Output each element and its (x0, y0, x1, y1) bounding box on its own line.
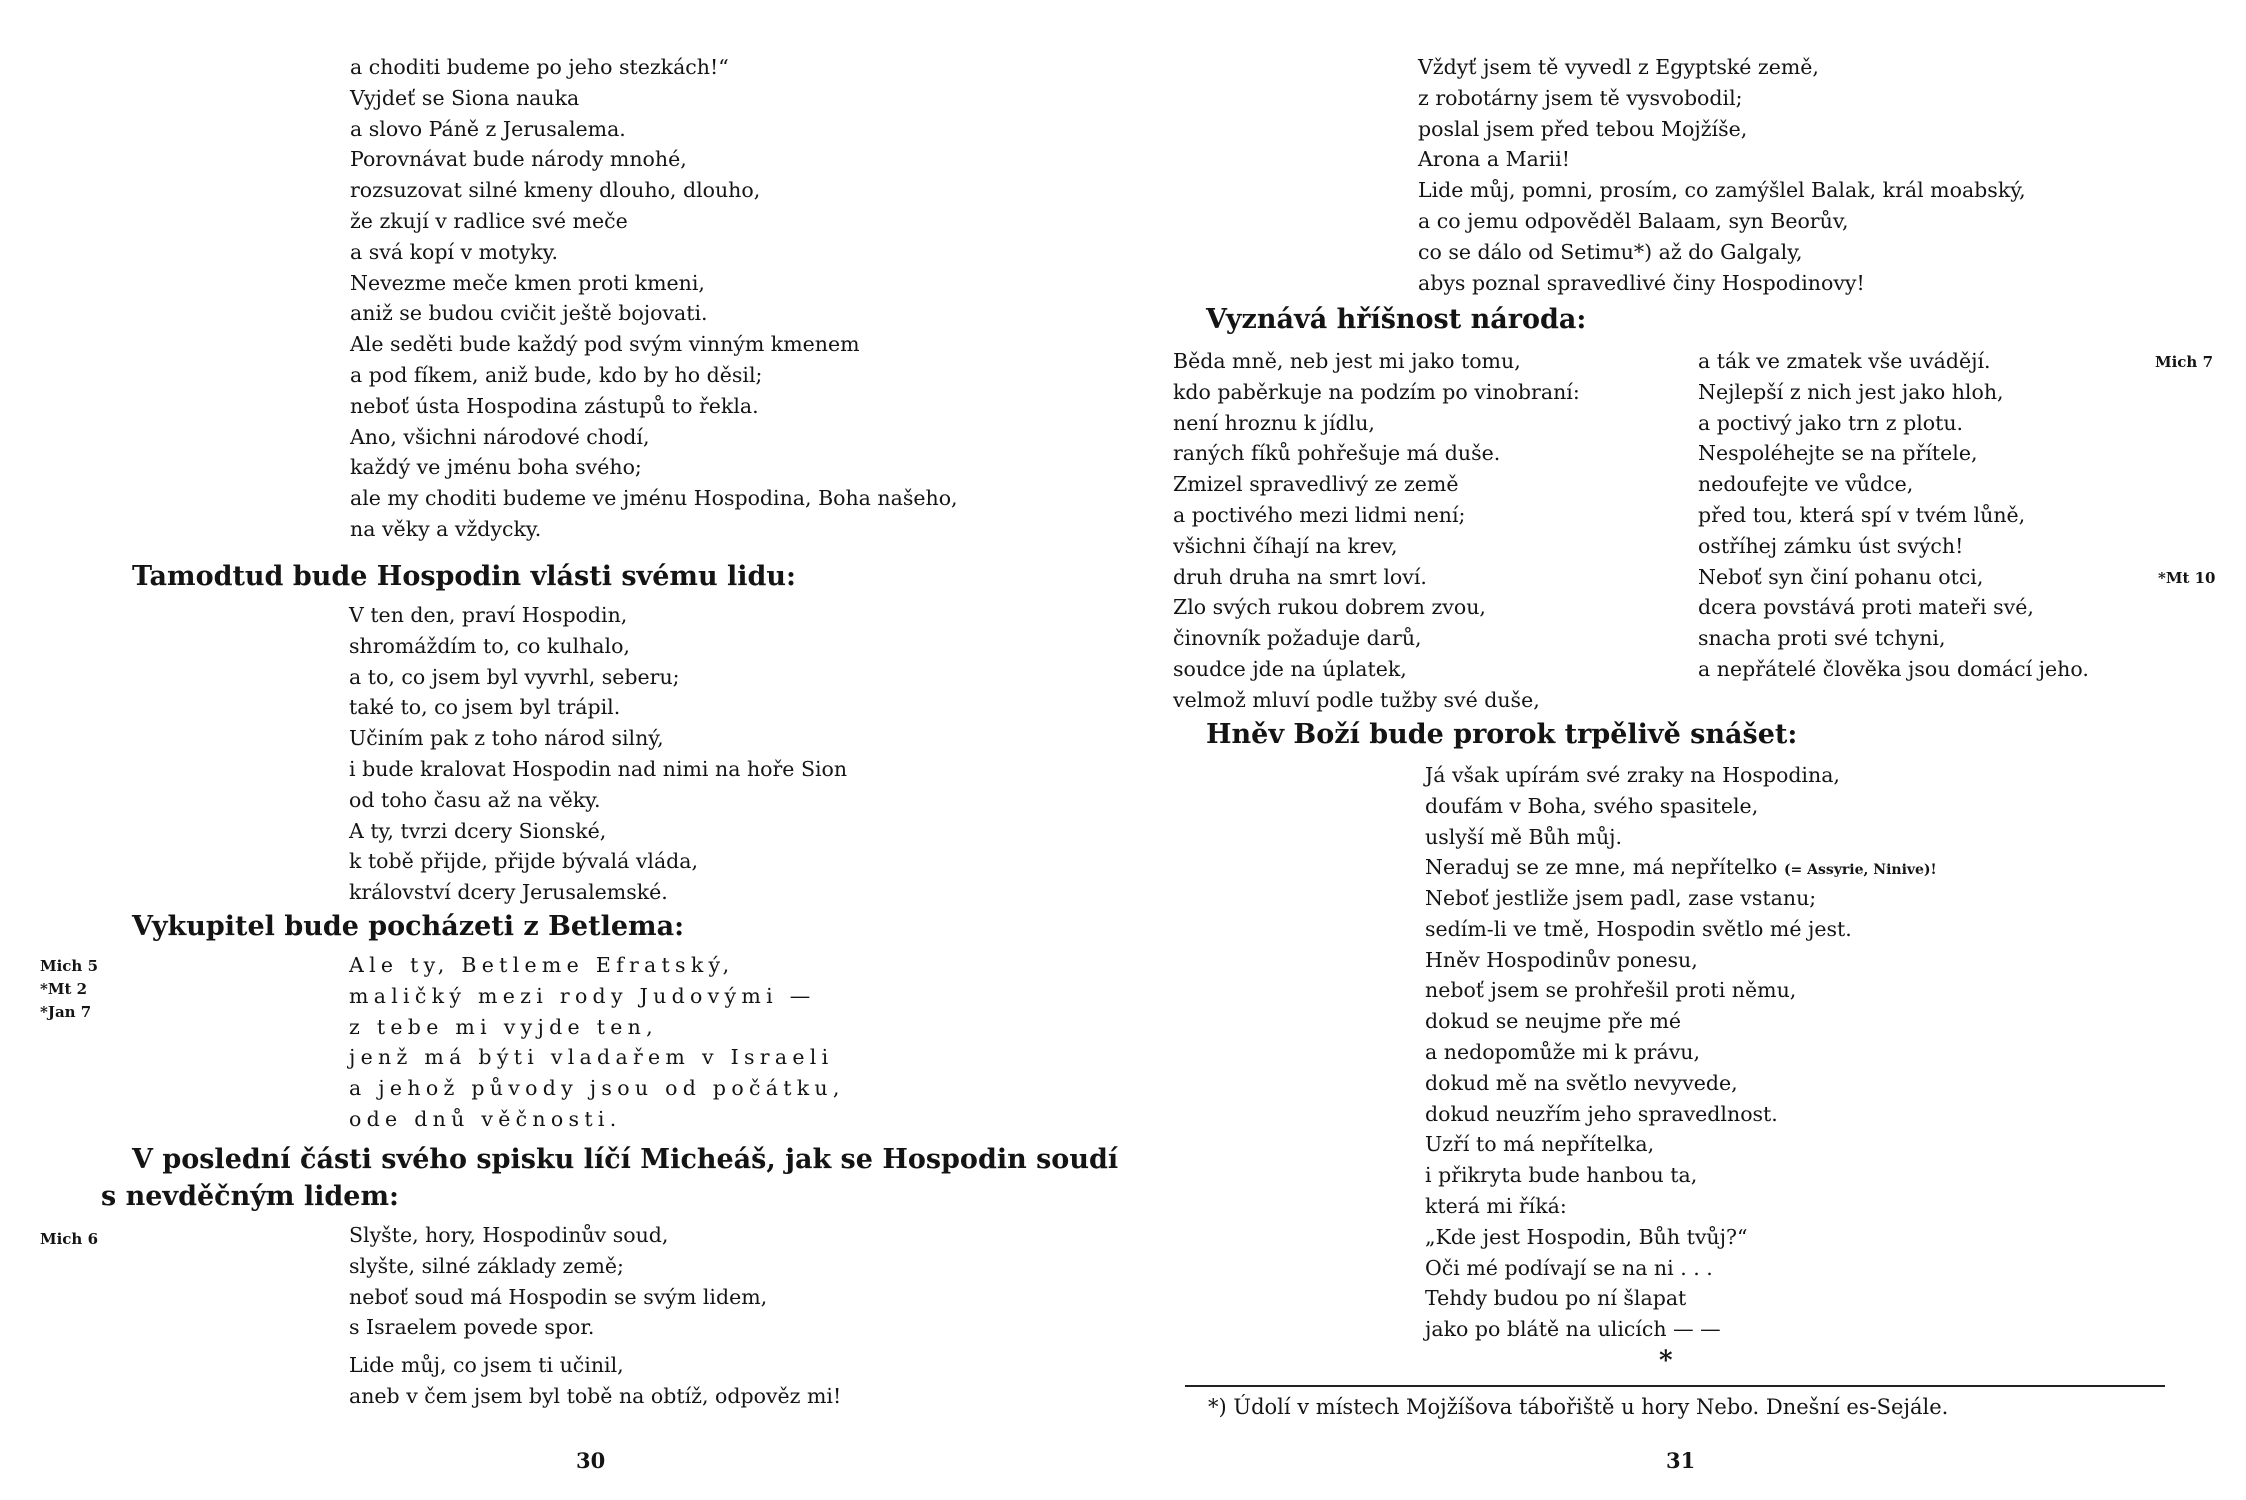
verse-line: a poctivý jako trn z plotu. (1698, 410, 1964, 435)
verse-line: rozsuzovat silné kmeny dlouho, dlouho, (350, 178, 761, 203)
verse-line: také to, co jsem byl trápil. (349, 695, 621, 720)
verse-line: a jehož původy jsou od počátku, (349, 1076, 845, 1101)
verse-line: Hněv Hospodinův ponesu, (1425, 947, 1698, 972)
verse-line: abys poznal spravedlivé činy Hospodinovy! (1418, 270, 1865, 295)
verse-line: neboť ústa Hospodina zástupů to řekla. (350, 393, 759, 418)
verse-line: Učiním pak z toho národ silný, (349, 726, 664, 751)
verse-line: a poctivého mezi lidmi není; (1173, 502, 1466, 527)
verse-line: Zlo svých rukou dobrem zvou, (1173, 595, 1486, 620)
verse-line: království dcery Jerusalemské. (349, 880, 668, 905)
verse-line: z robotárny jsem tě vysvobodil; (1418, 85, 1743, 110)
verse-line: k tobě přijde, přijde bývalá vláda, (349, 849, 699, 874)
verse-line: A ty, tvrzi dcery Sionské, (349, 818, 607, 843)
section-asterisk: * (1659, 1346, 1673, 1376)
verse-line: druh druha na smrt loví. (1173, 564, 1427, 589)
annotation-note: (= Assyrie, Ninive)! (1783, 862, 1937, 878)
verse-line: soudce jde na úplatek, (1173, 656, 1407, 681)
page-number: 31 (1666, 1448, 1696, 1473)
margin-reference: Mich 7 (2155, 353, 2214, 371)
verse-block (1425, 883, 1852, 1345)
verse-line: činovník požaduje darů, (1173, 626, 1422, 651)
verse-line: na věky a vždycky. (350, 516, 542, 541)
verse-line: jako po blátě na ulicích — — (1425, 1317, 1721, 1342)
margin-reference: Mich 6 (40, 1230, 99, 1248)
verse-line: slyšte, silné základy země; (349, 1253, 624, 1278)
verse-block (350, 52, 958, 545)
verse-line: dokud se neujme pře mé (1425, 1009, 1682, 1034)
verse-line: s Israelem povede spor. (349, 1315, 595, 1340)
verse-line: Nespoléhejte se na přítele, (1698, 441, 1978, 466)
section-heading: Tamodtud bude Hospodin vlásti svému lidu: (132, 561, 797, 592)
verse-column-right (1698, 346, 2089, 685)
verse-line: Lide můj, co jsem ti učinil, (349, 1353, 624, 1377)
verse-line: kdo paběrkuje na podzím po vinobraní: (1173, 379, 1580, 404)
verse-block (349, 1350, 841, 1412)
verse-line: každý ve jménu boha svého; (350, 455, 642, 480)
verse-line: Zmizel spravedlivý ze země (1173, 472, 1459, 497)
verse-line: poslal jsem před tebou Mojžíše, (1418, 116, 1748, 141)
verse-line: a to, co jsem byl vyvrhl, seberu; (349, 664, 680, 689)
verse-line: že zkují v radlice své meče (350, 208, 628, 233)
verse-line: Nejlepší z nich jest jako hloh, (1698, 379, 2004, 404)
verse-line: i bude kralovat Hospodin nad nimi na hoře Sion (349, 756, 848, 781)
section-heading: Vykupitel bude pocházeti z Betlema: (132, 911, 685, 942)
verse-line: neboť soud má Hospodin se svým lidem, (349, 1284, 768, 1309)
verse-line: doufám v Boha, svého spasitele, (1425, 793, 1759, 818)
verse-line: a nedopomůže mi k právu, (1425, 1039, 1700, 1064)
verse-block (1425, 760, 1840, 852)
verse-line: a co jemu odpověděl Balaam, syn Beorův, (1418, 208, 1849, 233)
verse-line: Ano, všichni národové chodí, (350, 424, 650, 449)
margin-reference: *Mt 10 (2158, 569, 2216, 587)
verse-line: Tehdy budou po ní šlapat (1425, 1286, 1687, 1311)
section-heading: V poslední části svého spisku líčí Micheáš, jak se Hospodin soudí (132, 1144, 1119, 1175)
verse-block (349, 600, 847, 908)
verse-line: „Kde jest Hospodin, Bůh tvůj?“ (1425, 1224, 1748, 1249)
verse-line: dokud neuzřím jeho spravedlnost. (1425, 1101, 1778, 1126)
verse-block (1418, 52, 2026, 298)
verse-line: shromáždím to, co kulhalo, (349, 633, 630, 658)
verse-line: ode dnů věčnosti. (349, 1106, 622, 1131)
verse-line: jenž má býti vladařem v Israeli (349, 1045, 834, 1070)
verse-line: aneb v čem jsem byl tobě na obtíž, odpověz mi! (349, 1383, 842, 1408)
verse-line: i přikryta bude hanbou ta, (1425, 1163, 1698, 1188)
verse-line: dokud mě na světlo nevyvede, (1425, 1070, 1738, 1095)
verse-text: Neraduj se ze mne, má nepřítelko (1425, 855, 1778, 879)
verse-column-left (1173, 346, 1580, 716)
verse-line: a nepřátelé člověka jsou domácí jeho. (1698, 656, 2089, 681)
verse-line: Nevezme meče kmen proti kmeni, (350, 270, 705, 295)
verse-line: V ten den, praví Hospodin, (349, 603, 628, 627)
verse-line: která mi říká: (1425, 1193, 1567, 1218)
verse-line: sedím-li ve tmě, Hospodin světlo mé jest. (1425, 916, 1852, 941)
verse-line: a ták ve zmatek vše uvádějí. (1698, 349, 1991, 373)
verse-line: maličký mezi rody Judovými — (349, 983, 816, 1008)
verse-line: velmož mluví podle tužby své duše, (1173, 687, 1540, 712)
verse-line: Lide můj, pomni, prosím, co zamýšlel Balak, král moabský, (1418, 178, 2026, 203)
verse-line: není hroznu k jídlu, (1173, 410, 1375, 435)
margin-reference: Mich 5 (40, 957, 99, 975)
verse-line: Vyjdeť se Siona nauka (350, 85, 580, 110)
verse-line: ale my choditi budeme ve jménu Hospodina, Boha našeho, (350, 486, 958, 511)
verse-line: a svá kopí v motyky. (350, 239, 559, 264)
verse-line: před tou, která spí v tvém lůně, (1698, 502, 2026, 527)
verse-line: neboť jsem se prohřešil proti němu, (1425, 978, 1797, 1003)
verse-line: a pod fíkem, aniž bude, kdo by ho děsil; (350, 362, 763, 387)
verse-line: Ale ty, Betleme Efratský, (349, 953, 735, 977)
verse-line: uslyší mě Bůh můj. (1425, 824, 1623, 849)
verse-line: Já však upírám své zraky na Hospodina, (1425, 763, 1840, 787)
verse-block-spaced (349, 950, 845, 1135)
verse-line: a slovo Páně z Jerusalema. (350, 116, 626, 141)
footnote: *) Údolí v místech Mojžíšova tábořiště u hory Nebo. Dnešní es-Sejále. (1208, 1395, 1949, 1419)
section-heading: s nevděčným lidem: (101, 1181, 399, 1212)
verse-line (1425, 852, 1937, 883)
verse-line: Neboť syn činí pohanu otci, (1698, 564, 1984, 589)
verse-line: co se dálo od Setimu*) až do Galgaly, (1418, 239, 1803, 264)
right-page (1123, 0, 2246, 1500)
verse-line: všichni číhají na krev, (1173, 533, 1398, 558)
verse-line: Běda mně, neb jest mi jako tomu, (1173, 349, 1521, 373)
section-heading: Hněv Boží bude prorok trpělivě snášet: (1206, 719, 1798, 750)
verse-line: a choditi budeme po jeho stezkách!“ (350, 55, 729, 79)
verse-line: Neboť jestliže jsem padl, zase vstanu; (1425, 886, 1817, 910)
section-heading: Vyznává hříšnost národa: (1206, 304, 1587, 335)
verse-line: Uzří to má nepřítelka, (1425, 1132, 1655, 1157)
page-number: 30 (576, 1448, 606, 1473)
verse-line: ostříhej zámku úst svých! (1698, 533, 1964, 558)
verse-line: snacha proti své tchyni, (1698, 626, 1946, 651)
verse-block (349, 1220, 767, 1343)
verse-line: Ale seděti bude každý pod svým vinným kmenem (350, 332, 860, 357)
verse-line: Slyšte, hory, Hospodinův soud, (349, 1223, 669, 1247)
verse-line: Porovnávat bude národy mnohé, (350, 147, 687, 172)
verse-line: dcera povstává proti mateři své, (1698, 595, 2034, 620)
verse-line: Arona a Marii! (1418, 147, 1570, 172)
margin-reference: *Mt 2 (40, 980, 88, 998)
verse-line: Vždyť jsem tě vyvedl z Egyptské země, (1418, 55, 1819, 79)
verse-line: z tebe mi vyjde ten, (349, 1014, 658, 1039)
verse-line: aniž se budou cvičit ještě bojovati. (350, 301, 708, 326)
footnote-rule (1185, 1385, 2165, 1387)
verse-line: nedoufejte ve vůdce, (1698, 472, 1914, 497)
margin-reference: *Jan 7 (40, 1003, 92, 1021)
verse-line: Oči mé podívají se na ni . . . (1425, 1255, 1713, 1280)
verse-line: od toho času až na věky. (349, 787, 601, 812)
verse-line: raných fíků pohřešuje má duše. (1173, 441, 1501, 466)
